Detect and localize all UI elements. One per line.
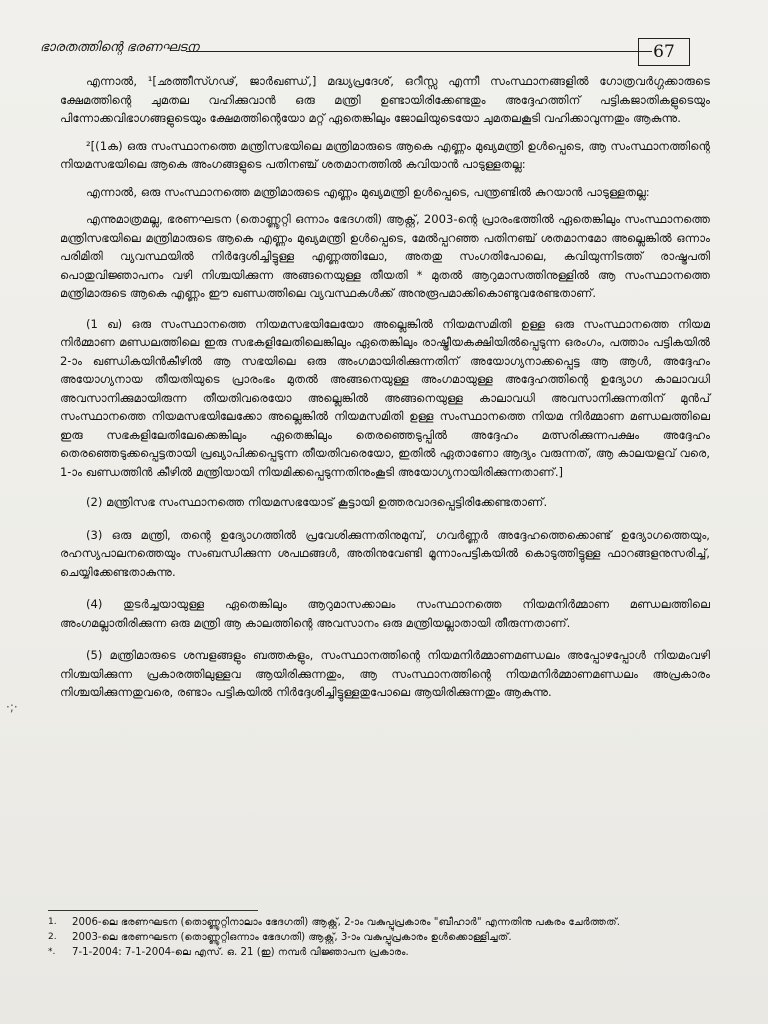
paragraph-clause-1a: ²[(1ക) ഒരു സംസ്ഥാനത്തെ മന്ത്രിസഭയിലെ മന്ത്രിമാരുടെ ആകെ എണ്ണം മുഖ്യമന്ത്രി ഉൾപ്പെടെ, ആ സംസ്ഥാനത്തിന്റെ നിയമസഭയിലെ ആകെ അംഗങ്ങളുടെ പതിനഞ്ച് ശതമാനത്തിൽ കവിയാൻ പാടുള്ളതല്ല: xyxy=(60,138,710,171)
footnote-mark: 1. xyxy=(48,917,57,927)
running-title: ഭാരതത്തിന്റെ ഭരണഘടന xyxy=(40,40,199,55)
footnote-text: 7-1-2004: 7-1-2004-ലെ എസ്. ഒ. 21 (ഇ) നമ്പർ വിജ്ഞാപന പ്രകാരം. xyxy=(72,947,409,958)
footnote-rule xyxy=(48,910,258,911)
footnotes xyxy=(48,910,716,960)
page-number: 67 xyxy=(638,38,690,66)
paragraph-clause-4: (4) തുടർച്ചയായുള്ള ഏതെങ്കിലും ആറുമാസക്കാലം സംസ്ഥാനത്തെ നിയമനിർമ്മാണ മണ്ഡലത്തിലെ അംഗമല്ലാതിരിക്കുന്ന ഒരു മന്ത്രി ആ കാലത്തിന്റെ അവസാനം ഒരു മന്ത്രിയല്ലാതായി തീരുന്നതാണ്. xyxy=(60,597,710,630)
footnote-mark: 2. xyxy=(48,932,57,942)
paragraph-proviso-minimum-ministers: എന്നാൽ, ഒരു സംസ്ഥാനത്തെ മന്ത്രിമാരുടെ എണ്ണം മുഖ്യമന്ത്രി ഉൾപ്പെടെ, പന്ത്രണ്ടിൽ കുറയാൻ പാടുള്ളതല്ല: xyxy=(86,184,650,199)
paragraph-proviso-transition: എന്നുമാത്രമല്ല, ഭരണഘടന (തൊണ്ണൂറ്റി ഒന്നാം ഭേദഗതി) ആക്റ്റ്, 2003-ന്റെ പ്രാരംഭത്തിൽ ഏതെങ്കിലും സംസ്ഥാനത്തെ മന്ത്രിസഭയിലെ മന്ത്രിമാരുടെ ആകെ എണ്ണം മുഖ്യമന്ത്രി ഉൾപ്പെടെ, മേൽപ്പറഞ്ഞ പതിനഞ്ച് ശതമാനമോ അല്ലെങ്കിൽ ഒന്നാം പരിമിതി വ്യവസ്ഥയിൽ നിർദ്ദേശിച്ചിട്ടുള്ള എണ്ണത്തിലോ, അതതു സംഗതിപോലെ, കവിയുന്നിടത്ത് രാഷ്ട്രപതി പൊതുവിജ്ഞാപനം വഴി നിശ്ചയിക്കുന്ന അങ്ങനെയുള്ള തീയതി * മുതൽ ആറുമാസത്തിനുള്ളിൽ ആ സംസ്ഥാനത്തെ മന്ത്രിമാരുടെ ആകെ എണ്ണം ഈ ഖണ്ഡത്തിലെ വ്യവസ്ഥകൾക്ക് അനുരൂപമാക്കികൊണ്ടുവരേണ്ടതാണ്. xyxy=(60,212,710,300)
paragraph-clause-1b: (1 ഖ) ഒരു സംസ്ഥാനത്തെ നിയമസഭയിലേയോ അല്ലെങ്കിൽ നിയമസമിതി ഉള്ള ഒരു സംസ്ഥാനത്തെ നിയമ നിർമ്മാണ മണ്ഡലത്തിലെ ഇരു സഭകളിലേതിലെങ്കിലും ഏതെങ്കിലും രാഷ്ട്രീയകക്ഷിയിൽപ്പെടുന്ന ഒരംഗം, പത്താം പട്ടികയിൽ 2-ാം ഖണ്ഡികയിൻകീഴിൽ ആ സഭയിലെ ഒരു അംഗമായിരിക്കുന്നതിന് അയോഗ്യനാക്കപ്പെട്ട ആ ആൾ, അദ്ദേഹം അയോഗ്യനായ തീയതിയുടെ പ്രാരംഭം മുതൽ അങ്ങനെയുള്ള അംഗമായുള്ള അദ്ദേഹത്തിന്റെ ഉദ്യോഗ കാലാവധി അവസാനിക്കുമായിരുന്ന തീയതിവരെയോ അല്ലെങ്കിൽ അങ്ങനെയുള്ള കാലാവധി അവസാനിക്കുന്നതിന് മുൻപ് സംസ്ഥാനത്തെ നിയമസഭയിലേക്കോ അല്ലെങ്കിൽ നിയമസമിതി ഉള്ള സംസ്ഥാനത്തെ നിയമ നിർമ്മാണ മണ്ഡലത്തിലെ ഇരു സഭകളിലേതിലേക്കെങ്കിലും ഏതെങ്കിലും തെരഞ്ഞെടുപ്പിൽ അദ്ദേഹം മത്സരിക്കുന്നപക്ഷം അദ്ദേഹം തെരഞ്ഞെടുക്കപ്പെട്ടതായി പ്രഖ്യാപിക്കപ്പെടുന്ന തീയതിവരെയോ, ഇതിൽ ഏതാണോ ആദ്യം വരുന്നത്, ആ കാലയളവ് വരെ, 1-ാം ഖണ്ഡത്തിൻ കീഴിൽ മന്ത്രിയായി നിയമിക്കപ്പെടുന്നതിനുംകൂടി അയോഗ്യനായിരിക്കുന്നതാണ്.] xyxy=(60,316,710,479)
header-rule xyxy=(186,51,652,52)
body-text xyxy=(60,72,710,716)
footnote-mark: *. xyxy=(48,947,56,957)
footnote-text: 2003-ലെ ഭരണഘടന (തൊണ്ണൂറ്റിഒന്നാം ഭേദഗതി) ആക്റ്റ്, 3-ാം വകുപ്പുപ്രകാരം ഉൾക്കൊള്ളിച്ചത്. xyxy=(72,932,512,943)
paragraph-proviso-tribal-welfare: എന്നാൽ, ¹[ഛത്തീസ്ഗഢ്, ജാർഖണ്ഡ്,] മദ്ധ്യപ്രദേശ്, ഒറീസ്സ എന്നീ സംസ്ഥാനങ്ങളിൽ ഗോത്രവർഗ്ഗക്കാരുടെ ക്ഷേമത്തിന്റെ ചുമതല വഹിക്കുവാൻ ഒരു മന്ത്രി ഉണ്ടായിരിക്കേണ്ടതും അദ്ദേഹത്തിന് പട്ടികജാതികളുടെയും പിന്നോക്കവിഭാഗങ്ങളുടെയും ക്ഷേമത്തിന്റെയോ മറ്റ് ഏതെങ്കിലും ജോലിയുടെയോ ചുമതലകൂടി വഹിക്കാവുന്നതും ആകുന്നു. xyxy=(60,74,710,125)
footnote xyxy=(48,945,716,960)
page-header xyxy=(40,38,728,68)
paragraph-clause-2: (2) മന്ത്രിസഭ സംസ്ഥാനത്തെ നിയമസഭയോട് കൂട്ടായി ഉത്തരവാദപ്പെട്ടിരിക്കേണ്ടതാണ്. xyxy=(86,495,548,509)
paragraph-clause-3: (3) ഒരു മന്ത്രി, തന്റെ ഉദ്യോഗത്തിൽ പ്രവേശിക്കുന്നതിനുമുമ്പ്, ഗവർണ്ണർ അദ്ദേഹത്തെക്കൊണ്ട് ഉദ്യോഗത്തെയും, രഹസ്യപാലനത്തെയും സംബന്ധിക്കുന്ന ശപഥങ്ങൾ, അതിനുവേണ്ടി മൂന്നാംപട്ടികയിൽ കൊടുത്തിട്ടുള്ള ഫാറങ്ങളനുസരിച്ച്, ചെയ്യിക്കേണ്ടതാകുന്നു. xyxy=(60,527,710,579)
margin-mark: ·;· xyxy=(6,700,18,714)
footnote xyxy=(48,915,716,930)
paragraph-clause-5: (5) മന്ത്രിമാരുടെ ശമ്പളങ്ങളും ബത്തകളും, സംസ്ഥാനത്തിന്റെ നിയമനിർമ്മാണമണ്ഡലം അപ്പോഴപ്പോൾ നിയമംവഴി നിശ്ചയിക്കുന്ന പ്രകാരത്തിലുള്ളവ ആയിരിക്കുന്നതും, ആ സംസ്ഥാനത്തിന്റെ നിയമനിർമ്മാണമണ്ഡലം അപ്രകാരം നിശ്ചയിക്കുന്നതുവരെ, രണ്ടാം പട്ടികയിൽ നിർദ്ദേശിച്ചിട്ടുള്ളതുപോലെ ആയിരിക്കുന്നതും ആകുന്നു. xyxy=(60,648,710,699)
footnote-text: 2006-ലെ ഭരണഘടന (തൊണ്ണൂറ്റിനാലാം ഭേദഗതി) ആക്റ്റ്, 2-ാം വകുപ്പുപ്രകാരം "ബീഹാർ" എന്നതിനു പകരം ചേർത്തത്. xyxy=(72,917,621,928)
footnote xyxy=(48,930,716,945)
